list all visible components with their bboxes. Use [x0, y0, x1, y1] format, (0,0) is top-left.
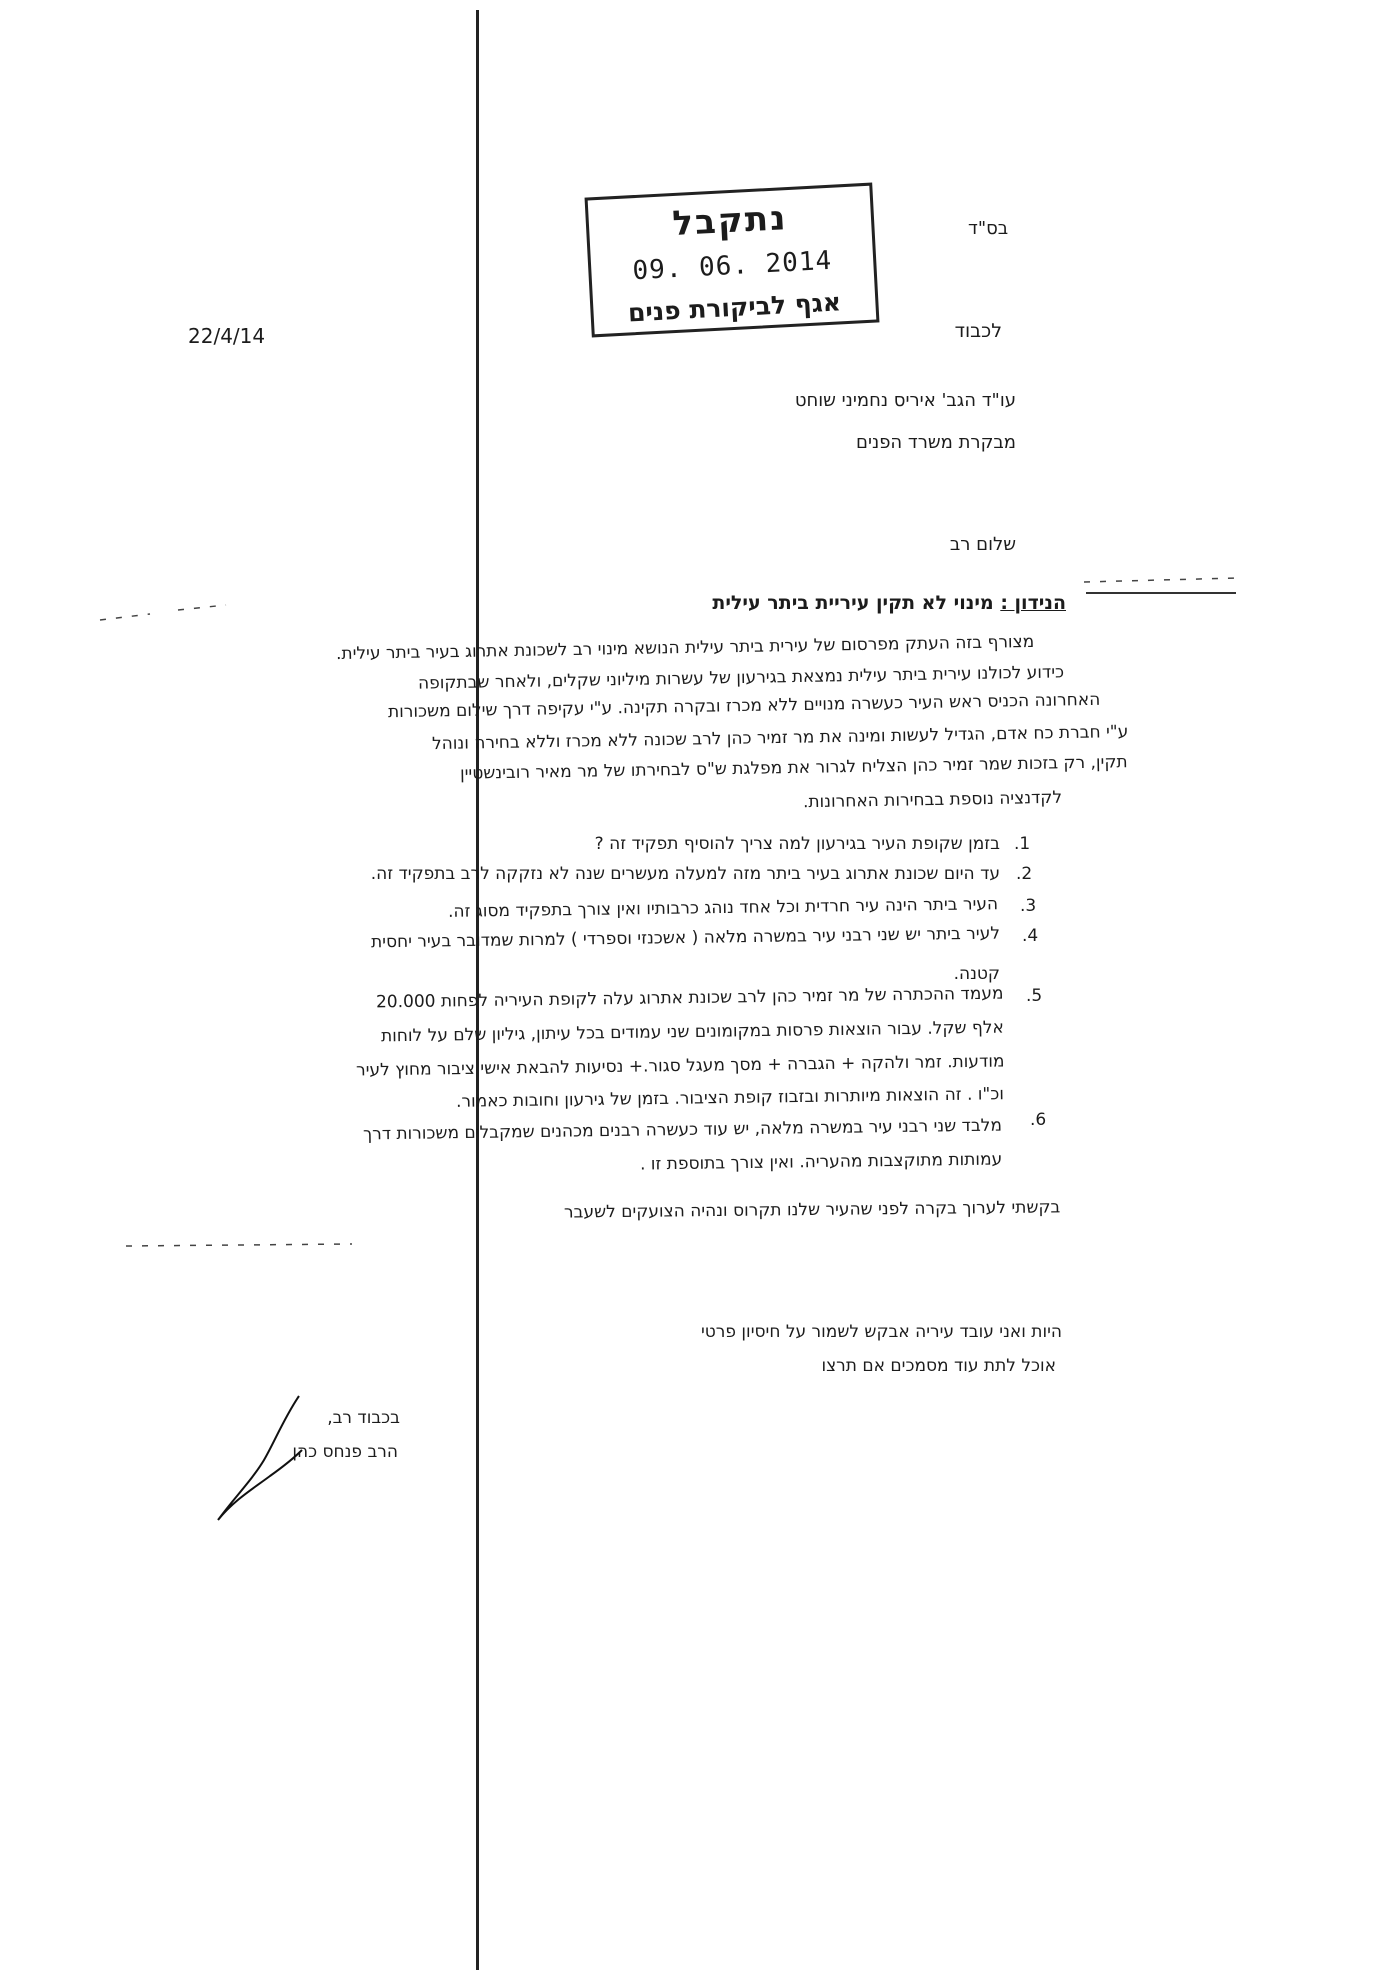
stamp-title: נתקבל — [671, 198, 789, 245]
intro-line: האחרונה הכניס ראש העיר כעשרה מנויים ללא מכרז ובקרה תקינה. ע"י עקיפה דרך שילום משכורות — [387, 689, 1101, 723]
closing-request: בקשתי לערוך בקרה לפני שהעיר שלנו תקרוס ונהיה הצועקים לשעבר — [563, 1197, 1061, 1223]
item-1-line: בזמן שקופת העיר בגירעון למה צריך להוסיף תפקיד זה ? — [594, 834, 1000, 854]
item-4-line: קטנה. — [953, 964, 1000, 984]
item-3-line: העיר ביתר הינה עיר חרדית וכל אחד נוהג כרבותיו ואין צורך בתפקיד מסוג זה. — [447, 894, 999, 922]
item-2-number: 2. — [1016, 864, 1033, 884]
intro-line: תקין, רק בזכות שמר זמיר כהן הצליח לגרור את מפלגת ש"ס לבחירתו של מר מאיר רובינשטיין — [460, 752, 1129, 784]
item-4-number: 4. — [1022, 926, 1039, 946]
item-6-line: עמותות מתוקצבות מהעריה. ואין צורך בתוספת זו . — [639, 1149, 1003, 1175]
item-6-line: מלבד שני רבני עיר במשרה מלאה, יש עוד כעשרה רבנים מכהנים שמקבלים משכורות דרך — [362, 1115, 1003, 1145]
item-5-line: וכ"ו . זה הוצאות מיותרות ובזבוז קופת הציבור. בזמן של גירעון וחובות כאמור. — [455, 1084, 1005, 1112]
item-5-line: מודעות. זמר ולהקה + הגברה + מסך מעגל סגור.+ נסיעות להבאת אישי ציבור מחוץ לעיר — [355, 1051, 1005, 1081]
bsd-mark: בס"ד — [968, 218, 1009, 239]
item-3-number: 3. — [1020, 896, 1037, 916]
recipient-name: עו"ד הגב' איריס נחמיני שוחט — [794, 390, 1016, 411]
item-5-line: אלף שקל. עבור הוצאות פרסות במקומונים שני עמודים בכל עיתון, גיליון שלם על לוחות — [381, 1017, 1005, 1047]
stamp-date: 09. 06. 2014 — [631, 245, 833, 287]
subject-rule-left — [1086, 592, 1236, 594]
received-stamp — [585, 183, 880, 338]
closing-immunity: היות ואני עובד עיריה אבקש לשמור על חיסיון פרטי — [700, 1322, 1062, 1342]
letter-date: 22/4/14 — [188, 324, 266, 348]
item-5-line: מעמד ההכתרה של מר זמיר כהן לרב שכונת אתרוג עלה לקופת העיריה לפחות 20.000 — [376, 983, 1005, 1013]
intro-line: מצורף בזה העתק מפרסום של עירית ביתר עילית הנושא מינוי רב לשכונת אתרוג בעיר ביתר עילית. — [335, 631, 1035, 665]
item-2-line: עד היום שכונת אתרוג בעיר ביתר מזה למעלה מעשרים שנה לא נזקקה לרב בתפקיד זה. — [370, 864, 1000, 884]
signature-name: הרב פנחס כהן — [292, 1442, 398, 1462]
item-6-number: 6. — [1030, 1110, 1047, 1130]
item-4-line: לעיר ביתר יש שני רבני עיר במשרה מלאה ( אשכנזי וספרדי ) למרות שמדובר בעיר יחסית — [370, 923, 1001, 953]
subject-text: מינוי לא תקין עיריית ביתר עילית — [712, 592, 994, 614]
subject-prefix: הנידון : — [1000, 592, 1066, 614]
subject-line — [712, 594, 1066, 613]
intro-line: לקדנציה נוספת בבחירות האחרונות. — [802, 787, 1063, 813]
recipient-to: לכבוד — [954, 320, 1002, 342]
closing-more-docs: אוכל לתת עוד מסמכים אם תרצו — [821, 1356, 1056, 1376]
intro-line: ע"י חברת כח אדם, הגדיל לעשות ומינה את מר זמיר כהן לרב שכונה ללא מכרז וללא בחירה ונוהל — [431, 721, 1129, 755]
recipient-title: מבקרת משרד הפנים — [856, 432, 1016, 453]
handwritten-signature — [204, 1388, 324, 1528]
item-1-number: 1. — [1014, 834, 1031, 854]
stamp-department: אגף לביקורת פנים — [627, 287, 842, 328]
intro-line: כידוע לכולנו עירית ביתר עילית נמצאת בגירעון של עשרות מיליוני שקלים, ולאחר שבתקופה — [417, 662, 1065, 694]
item-5-number: 5. — [1026, 986, 1043, 1006]
signature-regards: בכבוד רב, — [327, 1408, 400, 1428]
greeting: שלום רב — [949, 534, 1016, 555]
